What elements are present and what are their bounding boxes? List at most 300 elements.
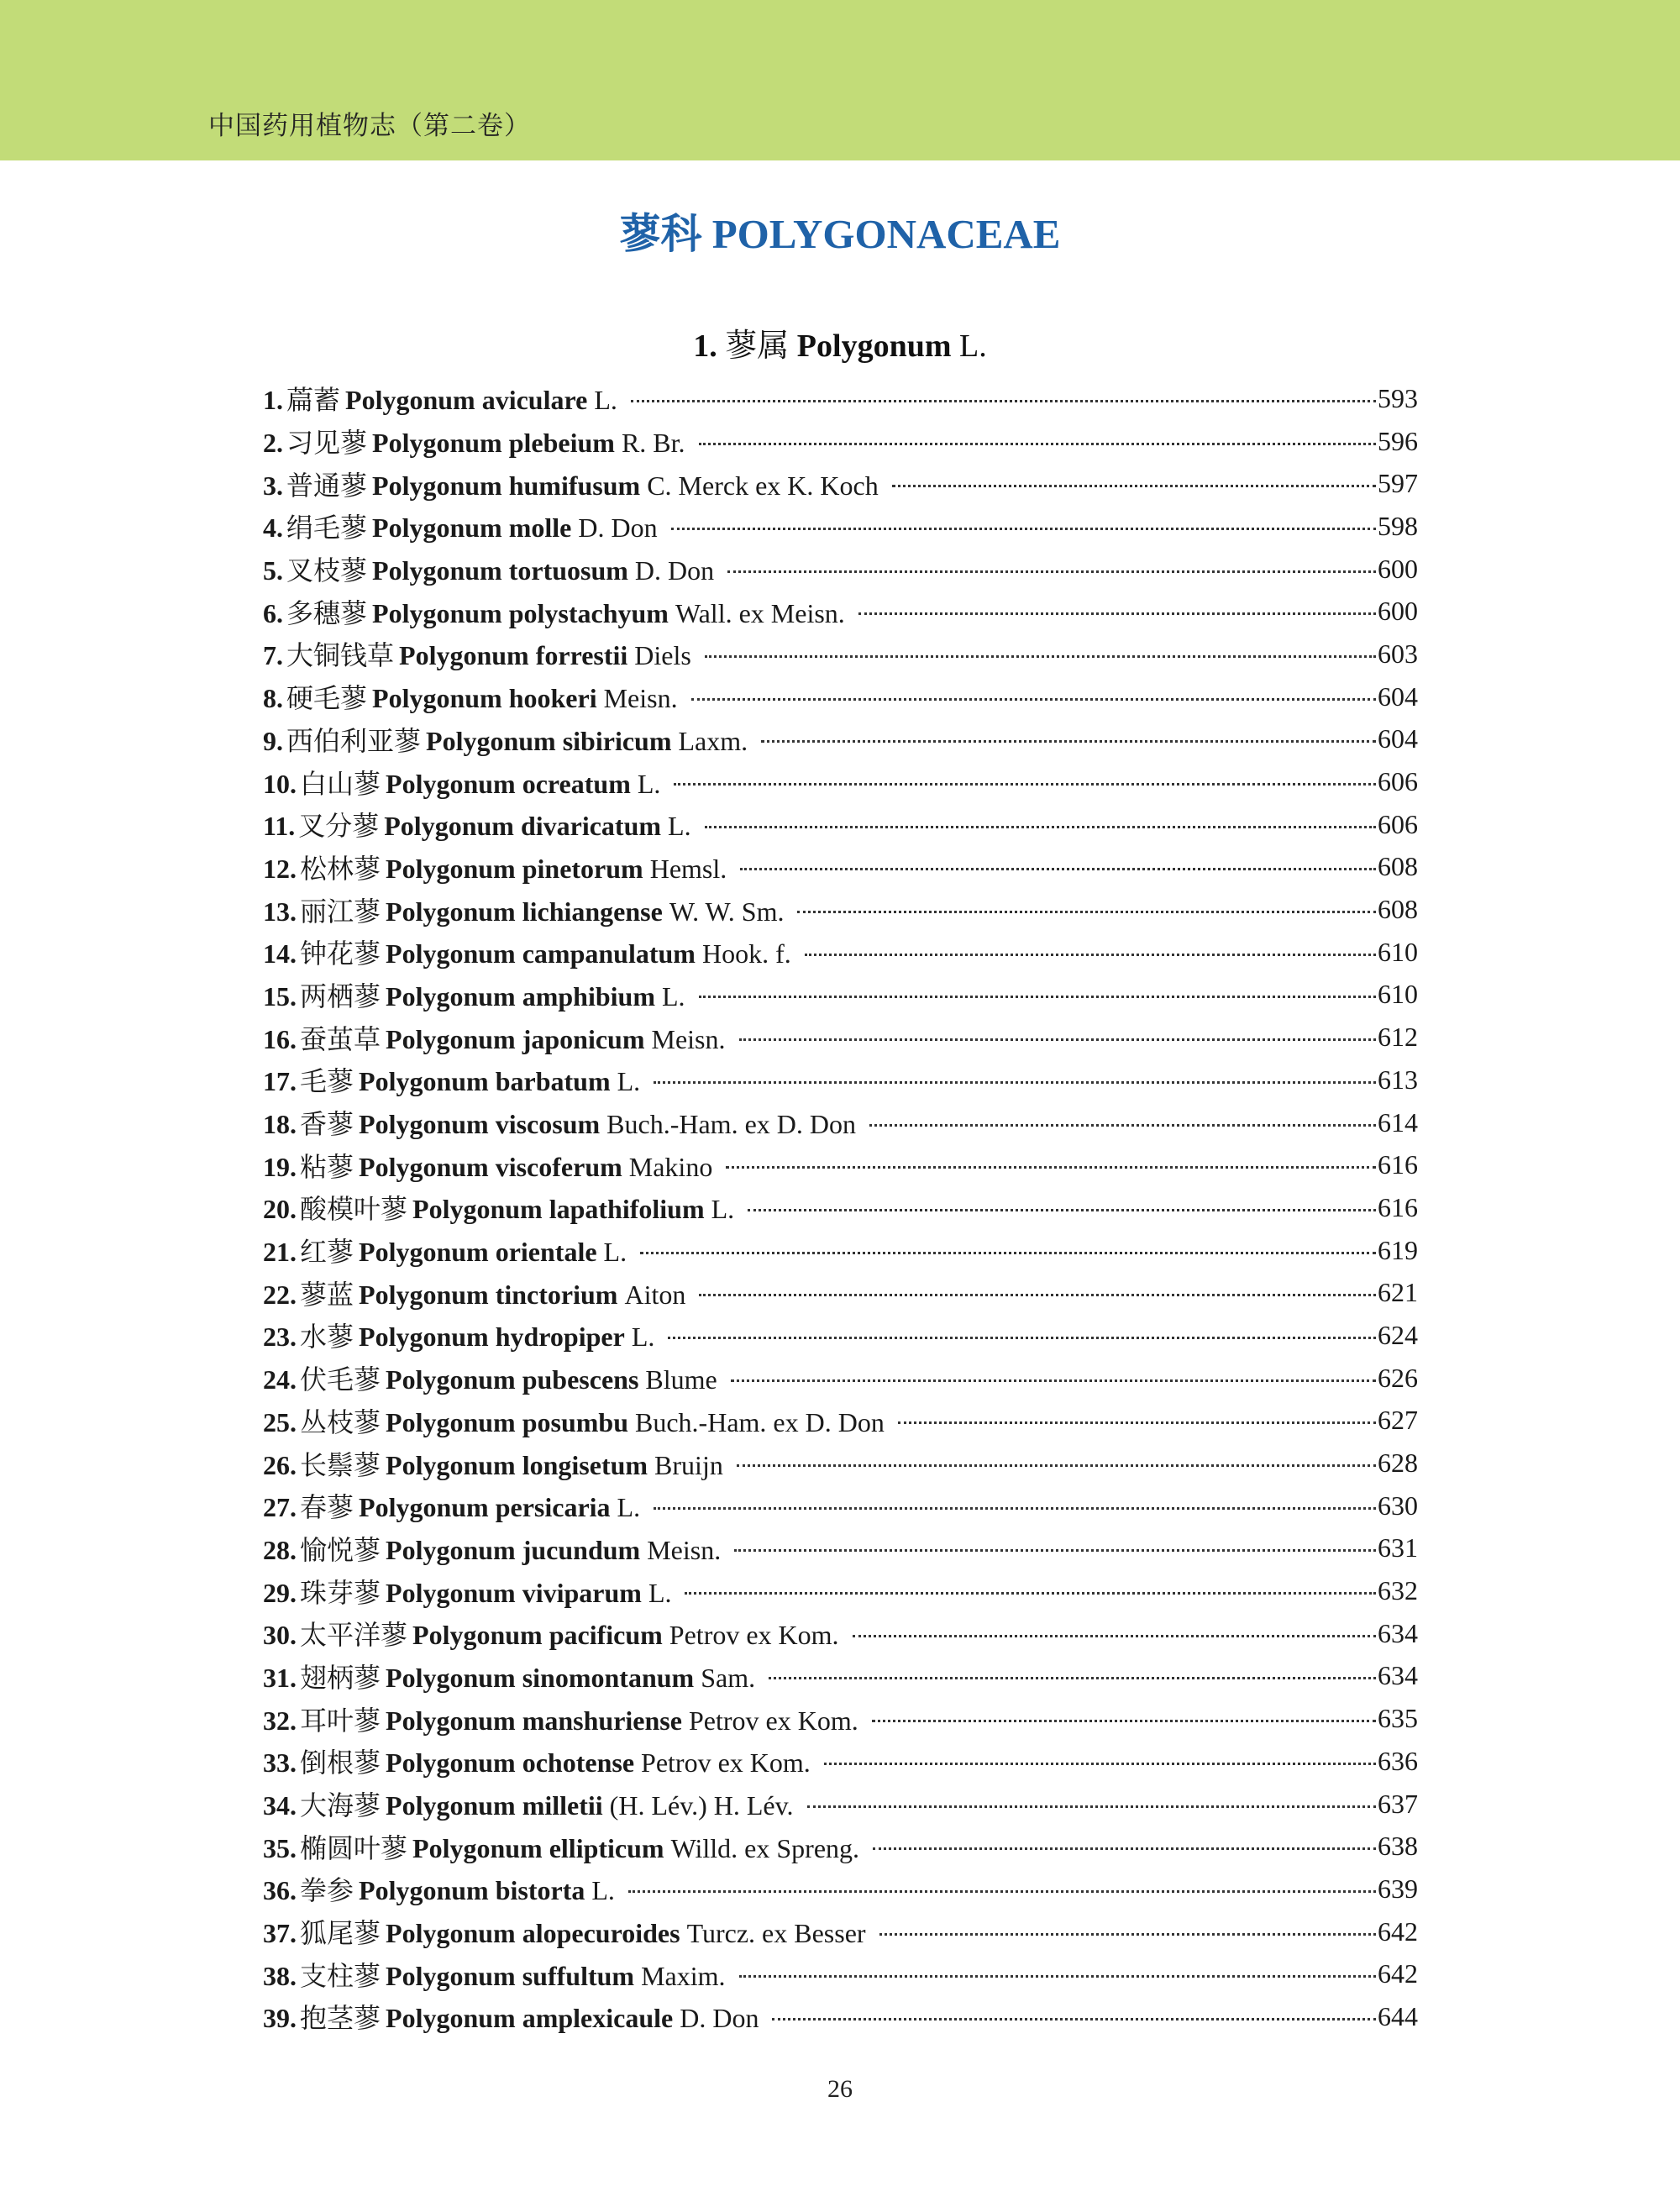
entry-species-latin: Polygonum ochotense	[386, 1747, 635, 1779]
dot-leader	[631, 391, 1376, 402]
dot-leader	[691, 690, 1376, 701]
entry-number: 16.	[263, 1023, 297, 1054]
toc-entry[interactable]	[263, 888, 1418, 931]
entry-page-number: 612	[1378, 1022, 1418, 1053]
entry-species-latin: Polygonum aviculare	[345, 385, 588, 416]
toc-entry[interactable]	[263, 846, 1418, 889]
genus-name-cn: 蓼属	[725, 328, 790, 364]
toc-entry-label	[263, 1274, 685, 1312]
entry-species-latin: Polygonum campanulatum	[386, 938, 696, 970]
entry-species-latin: Polygonum viscosum	[359, 1109, 601, 1140]
entry-name-cn: 伏毛蓼	[300, 1364, 381, 1395]
entry-number: 19.	[263, 1151, 297, 1182]
toc-entry[interactable]	[263, 1484, 1418, 1527]
entry-number: 2.	[263, 428, 283, 459]
entry-page-number: 642	[1378, 1915, 1418, 1947]
toc-entry[interactable]	[263, 1143, 1418, 1186]
toc-entry[interactable]	[263, 1697, 1418, 1740]
entry-name-cn: 愉悦蓼	[300, 1534, 381, 1565]
toc-entry[interactable]	[263, 1442, 1418, 1484]
entry-species-latin: Polygonum posumbu	[386, 1406, 628, 1437]
entry-page-number: 598	[1378, 510, 1418, 541]
entry-species-latin: Polygonum pubescens	[386, 1364, 639, 1395]
dot-leader	[699, 1285, 1376, 1296]
entry-author: Diels	[634, 640, 691, 671]
entry-species-latin: Polygonum persicaria	[359, 1492, 611, 1523]
entry-number: 8.	[263, 683, 283, 714]
entry-number: 25.	[263, 1406, 297, 1437]
entry-page-number: 639	[1378, 1873, 1418, 1904]
toc-entry[interactable]	[263, 1016, 1418, 1059]
toc-entry-label	[263, 1614, 839, 1653]
dot-leader	[668, 1328, 1376, 1339]
dot-leader	[872, 1711, 1376, 1722]
entry-author: L.	[668, 811, 691, 842]
entry-species-latin: Polygonum lapathifolium	[412, 1194, 705, 1225]
entry-number: 12.	[263, 853, 297, 884]
dot-leader	[858, 604, 1376, 615]
toc-entry-label	[263, 720, 748, 759]
entry-name-cn: 香蓼	[300, 1109, 354, 1140]
entry-page-number: 626	[1378, 1362, 1418, 1393]
toc-entry-label	[263, 1955, 726, 1994]
entry-page-number: 604	[1378, 680, 1418, 712]
entry-number: 9.	[263, 725, 283, 756]
entry-author: Meisn.	[603, 683, 678, 714]
entry-author: Petrov ex Kom.	[688, 1705, 858, 1736]
entry-number: 3.	[263, 470, 283, 501]
entry-author: C. Merck ex K. Koch	[647, 470, 879, 501]
entry-name-cn: 长鬃蓼	[300, 1449, 381, 1480]
entry-number: 11.	[263, 811, 296, 842]
genus-title	[0, 319, 1680, 365]
toc-entry-label	[263, 1401, 885, 1440]
dot-leader	[740, 859, 1376, 870]
entry-number: 38.	[263, 1960, 297, 1991]
running-header-title: 中国药用植物志（第二卷）	[208, 111, 531, 141]
toc-entry[interactable]	[263, 505, 1418, 548]
entry-number: 39.	[263, 2003, 297, 2034]
dot-leader	[869, 1116, 1376, 1127]
toc-entry[interactable]	[263, 633, 1418, 675]
toc-entry-label	[263, 1103, 856, 1142]
dot-leader	[705, 647, 1376, 658]
entry-name-cn: 蓼蓝	[300, 1279, 354, 1310]
entry-page-number: 604	[1378, 723, 1418, 754]
entry-species-latin: Polygonum bistorta	[359, 1875, 585, 1906]
entry-page-number: 596	[1378, 425, 1418, 456]
family-title: 蓼科 POLYGONACEAE	[619, 211, 1061, 257]
dot-leader	[727, 562, 1376, 573]
entry-name-cn: 硬毛蓼	[286, 683, 368, 714]
toc-entry-label	[263, 1316, 654, 1354]
entry-page-number: 624	[1378, 1319, 1418, 1350]
entry-page-number: 613	[1378, 1064, 1418, 1095]
entry-page-number: 642	[1378, 1958, 1418, 1989]
entry-species-latin: Polygonum sibiricum	[426, 725, 672, 756]
entry-author: Sam.	[701, 1662, 756, 1693]
toc-entry[interactable]	[263, 803, 1418, 846]
entry-number: 34.	[263, 1790, 297, 1821]
toc-entry[interactable]	[263, 1612, 1418, 1655]
toc-entry-label	[263, 1444, 723, 1483]
entry-number: 23.	[263, 1322, 297, 1353]
entry-author: Blume	[645, 1364, 717, 1395]
entry-page-number: 593	[1378, 382, 1418, 413]
entry-author: R. Br.	[621, 428, 685, 459]
dot-leader	[748, 1201, 1376, 1211]
dot-leader	[671, 519, 1376, 530]
toc-entry[interactable]	[263, 1527, 1418, 1570]
toc-entry[interactable]	[263, 1569, 1418, 1612]
dot-leader	[797, 902, 1376, 913]
entry-species-latin: Polygonum jucundum	[386, 1534, 641, 1565]
entry-name-cn: 翅柄蓼	[300, 1662, 381, 1693]
entry-species-latin: Polygonum longisetum	[386, 1449, 648, 1480]
toc-entry-label	[263, 1188, 734, 1227]
toc-entry-label	[263, 1231, 627, 1269]
entry-name-cn: 绢毛蓼	[286, 512, 368, 544]
entry-author: L.	[637, 768, 661, 799]
entry-page-number: 634	[1378, 1660, 1418, 1691]
dot-leader	[674, 775, 1376, 786]
entry-name-cn: 红蓼	[300, 1237, 354, 1268]
entry-name-cn: 多穗蓼	[286, 597, 368, 628]
entry-name-cn: 支柱蓼	[300, 1960, 381, 1991]
entry-author: L.	[594, 385, 617, 416]
entry-author: W. W. Sm.	[669, 896, 785, 927]
entry-author: Laxm.	[678, 725, 748, 756]
toc-entry-label	[263, 805, 691, 843]
entry-author: Petrov ex Kom.	[641, 1747, 811, 1779]
toc-entry-label	[263, 465, 879, 503]
toc-entry[interactable]	[263, 675, 1418, 718]
entry-name-cn: 珠芽蓼	[300, 1577, 381, 1608]
entry-page-number: 606	[1378, 808, 1418, 839]
entry-name-cn: 两栖蓼	[300, 980, 381, 1012]
entry-page-number: 644	[1378, 2000, 1418, 2031]
entry-name-cn: 狐尾蓼	[300, 1918, 381, 1949]
toc-entry-label	[263, 549, 714, 588]
toc-entry[interactable]	[263, 1229, 1418, 1272]
entry-page-number: 636	[1378, 1745, 1418, 1776]
toc-entry[interactable]	[263, 1186, 1418, 1229]
entry-species-latin: Polygonum alopecuroides	[386, 1918, 680, 1949]
dot-leader	[898, 1413, 1376, 1424]
entry-number: 30.	[263, 1620, 297, 1651]
dot-leader	[737, 1456, 1376, 1467]
entry-number: 18.	[263, 1109, 297, 1140]
toc-entry-label	[263, 422, 685, 460]
entry-author: L.	[617, 1492, 641, 1523]
entry-author: Maxim.	[641, 1960, 726, 1991]
entry-author: Makino	[628, 1151, 713, 1182]
toc-entry[interactable]	[263, 462, 1418, 505]
entry-species-latin: Polygonum divaricatum	[384, 811, 662, 842]
toc-entry[interactable]	[263, 974, 1418, 1017]
toc-entry-label	[263, 1997, 759, 2036]
entry-number: 29.	[263, 1577, 297, 1608]
toc-entry-label	[263, 1572, 671, 1611]
toc-entry-label	[263, 891, 784, 929]
toc-entry[interactable]	[263, 760, 1418, 803]
entry-author: L.	[631, 1322, 655, 1353]
entry-number: 21.	[263, 1237, 297, 1268]
toc-entry[interactable]	[263, 718, 1418, 761]
entry-species-latin: Polygonum ellipticum	[412, 1832, 664, 1863]
toc-entry[interactable]	[263, 1357, 1418, 1400]
entry-number: 10.	[263, 768, 297, 799]
entry-name-cn: 大海蓼	[300, 1790, 381, 1821]
entry-page-number: 597	[1378, 468, 1418, 499]
toc-entry-label	[263, 1018, 726, 1057]
entry-number: 36.	[263, 1875, 297, 1906]
entry-page-number: 616	[1378, 1149, 1418, 1180]
toc-entry-label	[263, 1827, 859, 1866]
entry-author: Wall. ex Meisn.	[675, 597, 845, 628]
entry-name-cn: 叉分蓼	[298, 811, 380, 842]
entry-name-cn: 白山蓼	[300, 768, 381, 799]
entry-species-latin: Polygonum sinomontanum	[386, 1662, 695, 1693]
dot-leader	[726, 1158, 1376, 1169]
entry-name-cn: 蚕茧草	[300, 1023, 381, 1054]
entry-name-cn: 粘蓼	[300, 1151, 354, 1182]
entry-species-latin: Polygonum japonicum	[386, 1023, 645, 1054]
toc-entry[interactable]	[263, 1783, 1418, 1826]
dot-leader	[873, 1839, 1376, 1850]
entry-author: Buch.-Ham. ex D. Don	[635, 1406, 885, 1437]
entry-name-cn: 毛蓼	[300, 1066, 354, 1097]
entry-author: D. Don	[578, 512, 658, 544]
toc-entry-label	[263, 634, 691, 673]
entry-name-cn: 椭圆叶蓼	[300, 1832, 408, 1863]
toc-entry-label	[263, 1912, 866, 1951]
entry-page-number: 627	[1378, 1405, 1418, 1436]
toc-entry-label	[263, 1784, 794, 1823]
entry-number: 5.	[263, 555, 283, 586]
entry-page-number: 616	[1378, 1191, 1418, 1222]
entry-species-latin: Polygonum forrestii	[399, 640, 628, 671]
entry-species-latin: Polygonum viviparum	[386, 1577, 642, 1608]
entry-species-latin: Polygonum barbatum	[359, 1066, 611, 1097]
dot-leader	[853, 1626, 1376, 1637]
dot-leader	[628, 1882, 1376, 1893]
toc-entry-label	[263, 592, 845, 631]
toc-entry[interactable]	[263, 1400, 1418, 1442]
dot-leader	[892, 476, 1376, 487]
entry-page-number: 600	[1378, 596, 1418, 627]
entry-number: 20.	[263, 1194, 297, 1225]
dot-leader	[734, 1541, 1376, 1552]
entry-page-number: 610	[1378, 979, 1418, 1010]
entry-author: (H. Lév.) H. Lév.	[609, 1790, 794, 1821]
entry-name-cn: 耳叶蓼	[300, 1705, 381, 1736]
toc-entry-label	[263, 1486, 640, 1525]
dot-leader	[879, 1925, 1376, 1936]
toc-entry-label	[263, 1358, 717, 1397]
entry-author: Turcz. ex Besser	[686, 1918, 866, 1949]
toc-entry-label	[263, 1742, 811, 1780]
toc-entry-label	[263, 848, 727, 886]
entry-page-number: 600	[1378, 553, 1418, 584]
entry-species-latin: Polygonum suffultum	[386, 1960, 635, 1991]
toc-entry[interactable]	[263, 1271, 1418, 1314]
entry-species-latin: Polygonum pinetorum	[386, 853, 643, 884]
entry-number: 33.	[263, 1747, 297, 1779]
toc-entry-label	[263, 763, 660, 801]
toc-entry-label	[263, 1060, 640, 1099]
entry-species-latin: Polygonum pacificum	[412, 1620, 663, 1651]
toc-entry[interactable]	[263, 377, 1418, 420]
toc-entry-label	[263, 1529, 721, 1568]
entry-author: L.	[591, 1875, 615, 1906]
entry-species-latin: Polygonum viscoferum	[359, 1151, 622, 1182]
entry-name-cn: 西伯利亚蓼	[286, 725, 422, 756]
entry-number: 32.	[263, 1705, 297, 1736]
toc-entry[interactable]	[263, 1910, 1418, 1953]
dot-leader	[654, 1073, 1376, 1084]
entry-number: 15.	[263, 980, 297, 1012]
entry-name-cn: 太平洋蓼	[300, 1620, 408, 1651]
page-number: 26	[827, 2075, 853, 2103]
entry-species-latin: Polygonum molle	[372, 512, 572, 544]
entry-number: 4.	[263, 512, 283, 544]
dot-leader	[654, 1499, 1376, 1510]
toc-entry[interactable]	[263, 1655, 1418, 1698]
entry-species-latin: Polygonum lichiangense	[386, 896, 663, 927]
entry-name-cn: 大铜钱草	[286, 640, 395, 671]
entry-species-latin: Polygonum hookeri	[372, 683, 597, 714]
toc-entry-label	[263, 379, 617, 418]
entry-number: 6.	[263, 597, 283, 628]
entry-number: 7.	[263, 640, 283, 671]
entry-species-latin: Polygonum hydropiper	[359, 1322, 625, 1353]
entry-name-cn: 丛枝蓼	[300, 1406, 381, 1437]
entry-author: L.	[648, 1577, 672, 1608]
entry-author: Hemsl.	[649, 853, 727, 884]
entry-page-number: 603	[1378, 638, 1418, 669]
entry-species-latin: Polygonum manshuriense	[386, 1705, 682, 1736]
entry-species-latin: Polygonum tortuosum	[372, 555, 628, 586]
entry-page-number: 621	[1378, 1277, 1418, 1308]
toc-entry[interactable]	[263, 590, 1418, 633]
entry-page-number: 637	[1378, 1788, 1418, 1819]
entry-number: 26.	[263, 1449, 297, 1480]
dot-leader	[685, 1584, 1376, 1595]
entry-species-latin: Polygonum amplexicaule	[386, 2003, 674, 2034]
entry-page-number: 610	[1378, 936, 1418, 967]
dot-leader	[699, 987, 1376, 998]
entry-author: L.	[661, 980, 685, 1012]
entry-name-cn: 春蓼	[300, 1492, 354, 1523]
entry-species-latin: Polygonum polystachyum	[372, 597, 669, 628]
toc-entry[interactable]	[263, 1059, 1418, 1101]
entry-author: L.	[711, 1194, 735, 1225]
entry-species-latin: Polygonum milletii	[386, 1790, 603, 1821]
entry-author: L.	[603, 1237, 627, 1268]
toc-entry[interactable]	[263, 1868, 1418, 1910]
entry-number: 28.	[263, 1534, 297, 1565]
toc-entry-label	[263, 933, 791, 971]
entry-author: D. Don	[680, 2003, 759, 2034]
entry-page-number: 635	[1378, 1703, 1418, 1734]
entry-number: 37.	[263, 1918, 297, 1949]
toc-entry-label	[263, 1657, 755, 1695]
entry-author: Willd. ex Spreng.	[670, 1832, 860, 1863]
entry-author: D. Don	[634, 555, 715, 586]
dot-leader	[824, 1754, 1376, 1765]
genus-number: 1.	[693, 328, 717, 364]
entry-number: 27.	[263, 1492, 297, 1523]
entry-number: 35.	[263, 1832, 297, 1863]
entry-species-latin: Polygonum plebeium	[372, 428, 615, 459]
entry-name-cn: 普通蓼	[286, 470, 368, 501]
entry-page-number: 608	[1378, 851, 1418, 882]
entry-number: 24.	[263, 1364, 297, 1395]
entry-species-latin: Polygonum ocreatum	[386, 768, 631, 799]
entry-author: Bruijn	[654, 1449, 723, 1480]
toc-entry[interactable]	[263, 1101, 1418, 1144]
entry-page-number: 628	[1378, 1448, 1418, 1479]
toc-entry[interactable]	[263, 1995, 1418, 2038]
entry-number: 31.	[263, 1662, 297, 1693]
entry-name-cn: 习见蓼	[286, 428, 368, 459]
toc-entry-label	[263, 1869, 615, 1908]
dot-leader	[739, 1967, 1377, 1978]
entry-species-latin: Polygonum orientale	[359, 1237, 597, 1268]
entry-author: Buch.-Ham. ex D. Don	[606, 1109, 856, 1140]
toc-entry[interactable]	[263, 1740, 1418, 1783]
toc-entry[interactable]	[263, 931, 1418, 974]
entry-author: Petrov ex Kom.	[669, 1620, 839, 1651]
toc-entry[interactable]	[263, 1314, 1418, 1357]
toc-entry-label	[263, 507, 658, 545]
toc-entry[interactable]	[263, 1825, 1418, 1868]
toc-entry-label	[263, 1146, 712, 1185]
dot-leader	[640, 1243, 1376, 1254]
entry-author: Hook. f.	[701, 938, 791, 970]
entry-name-cn: 倒根蓼	[300, 1747, 381, 1779]
genus-name-latin: Polygonum	[796, 328, 952, 364]
entry-page-number: 638	[1378, 1831, 1418, 1862]
dot-leader	[705, 817, 1376, 828]
dot-leader	[772, 2010, 1376, 2020]
toc-entry[interactable]	[263, 548, 1418, 591]
entry-author: Aiton	[624, 1279, 686, 1310]
dot-leader	[807, 1797, 1376, 1808]
entry-name-cn: 拳参	[300, 1875, 354, 1906]
toc-entry[interactable]	[263, 1952, 1418, 1995]
entry-page-number: 608	[1378, 894, 1418, 925]
entry-page-number: 634	[1378, 1617, 1418, 1648]
entry-number: 22.	[263, 1279, 297, 1310]
entry-number: 17.	[263, 1066, 297, 1097]
dot-leader	[731, 1371, 1376, 1382]
entry-number: 13.	[263, 896, 297, 927]
entry-species-latin: Polygonum humifusum	[372, 470, 641, 501]
dot-leader	[699, 434, 1376, 445]
entry-page-number: 630	[1378, 1490, 1418, 1521]
dot-leader	[739, 1030, 1377, 1041]
entry-page-number: 606	[1378, 766, 1418, 797]
entry-page-number: 631	[1378, 1532, 1418, 1563]
entry-page-number: 632	[1378, 1575, 1418, 1606]
entry-author: Meisn.	[647, 1534, 722, 1565]
toc-entry-label	[263, 1700, 858, 1738]
entry-author: L.	[617, 1066, 641, 1097]
toc-entry[interactable]	[263, 420, 1418, 463]
entry-author: Meisn.	[651, 1023, 726, 1054]
